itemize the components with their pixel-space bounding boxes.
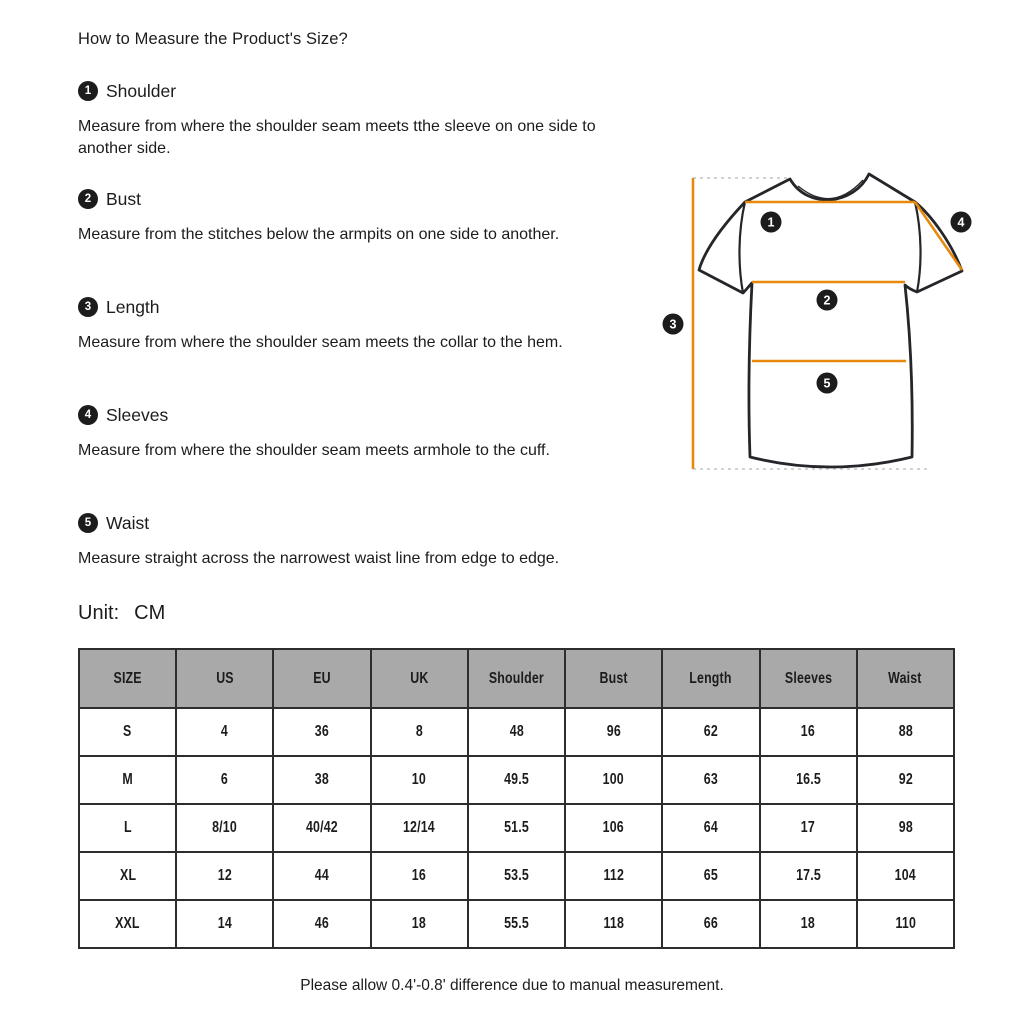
cell-value: 17.5 [795,867,821,884]
cell-value: 63 [703,771,718,788]
table-cell [273,804,370,852]
table-cell [468,900,565,948]
table-cell [662,900,759,948]
table-cell [760,852,857,900]
cell-value: 16.5 [795,771,821,788]
table-cell [468,804,565,852]
instruction-item-waist [78,512,608,570]
table-cell [565,708,662,756]
instruction-label: Bust [106,188,142,209]
cell-value: 88 [898,723,913,740]
cell-value: XL [119,867,136,884]
cell-value: 110 [895,915,916,932]
cell-value: 92 [898,771,913,788]
table-header-cell [273,649,370,708]
table-cell [857,756,954,804]
cell-value: 36 [314,723,330,740]
number-badge-3: 3 [78,297,98,317]
instruction-description: Measure from where the shoulder seam meets the collar to the hem. [78,334,563,351]
table-header-cell [760,649,857,708]
table-cell [857,708,954,756]
table-cell [273,756,370,804]
table-row-l [79,804,954,852]
cell-value: 106 [603,819,625,836]
diagram-marker-4 [951,212,972,233]
cell-value: 96 [606,723,621,740]
tshirt-measurement-diagram [640,160,1020,490]
unit-value: CM [134,602,166,624]
instruction-item-shoulder [78,80,608,160]
header-label: UK [410,669,429,687]
table-cell [857,852,954,900]
header-label: Shoulder [488,669,544,687]
table-header-cell [468,649,565,708]
size-table-header [79,649,954,708]
table-cell [371,708,468,756]
table-cell [565,804,662,852]
cell-value: 12/14 [403,819,436,836]
marker-number: 4 [957,215,965,230]
marker-number: 1 [767,215,775,230]
instruction-label: Length [106,296,160,317]
table-cell [79,756,176,804]
table-header-cell [79,649,176,708]
number-badge-2: 2 [78,189,98,209]
table-cell [468,756,565,804]
table-cell [565,900,662,948]
table-cell [371,804,468,852]
table-cell [468,852,565,900]
table-cell [662,804,759,852]
table-row-xl [79,852,954,900]
table-cell [857,804,954,852]
table-cell [857,900,954,948]
header-label: SIZE [113,669,142,687]
table-cell [468,708,565,756]
table-header-cell [176,649,273,708]
instruction-description: Measure straight across the narrowest waist line from edge to edge. [78,550,560,567]
diagram-marker-1 [761,212,782,233]
cell-value: 8 [415,723,423,740]
table-cell [662,708,759,756]
cell-value: 18 [801,915,816,932]
table-cell [273,852,370,900]
table-cell [760,708,857,756]
table-cell [565,756,662,804]
cell-value: 98 [898,819,913,836]
cell-value: 6 [221,771,229,788]
cell-value: 51.5 [504,819,529,836]
table-row-xxl [79,900,954,948]
table-cell [176,756,273,804]
instruction-item-bust [78,188,608,246]
instruction-label: Shoulder [106,80,177,101]
cell-value: 12 [217,867,232,884]
table-cell [760,804,857,852]
footer-note: Please allow 0.4'-0.8' difference due to manual measurement. [300,977,724,994]
instruction-item-sleeves [78,404,608,462]
cell-value: XXL [115,915,140,932]
cell-value: 18 [412,915,427,932]
cell-value: 112 [603,867,624,884]
cell-value: 64 [703,819,718,836]
number-badge-4: 4 [78,405,98,425]
cell-value: 66 [703,915,718,932]
cell-value: 44 [314,867,330,884]
diagram-marker-5 [817,373,838,394]
table-cell [371,900,468,948]
cell-value: 62 [703,723,718,740]
table-cell [371,852,468,900]
header-label: Length [689,669,733,687]
cell-value: 16 [412,867,427,884]
cell-value: 46 [314,915,330,932]
cell-value: 104 [894,867,916,884]
table-cell [273,900,370,948]
cell-value: 118 [603,915,624,932]
cell-value: 16 [801,723,816,740]
table-cell [79,852,176,900]
cell-value: M [122,771,133,788]
table-cell [176,708,273,756]
cell-value: 100 [603,771,625,788]
table-cell [176,900,273,948]
table-cell [371,756,468,804]
diagram-marker-3 [663,314,684,335]
marker-number: 2 [823,293,831,308]
cell-value: 48 [509,723,524,740]
instruction-label: Sleeves [106,404,169,425]
cell-value: 14 [217,915,232,932]
cell-value: 10 [412,771,427,788]
instruction-description: Measure from where the shoulder seam meets tthe sleeve on one side to another side. [78,118,596,157]
table-cell [565,852,662,900]
table-header-row [79,649,954,708]
table-cell [79,900,176,948]
header-label: Sleeves [784,669,832,687]
cell-value: 53.5 [504,867,529,884]
table-cell [176,804,273,852]
table-cell [79,708,176,756]
table-cell [273,708,370,756]
size-table-body [79,708,954,948]
header-label: Waist [888,669,923,687]
cell-value: 8/10 [212,819,238,836]
unit-label: Unit: [78,602,120,624]
cell-value: 4 [221,723,229,740]
unit-line [78,602,165,625]
instruction-description: Measure from where the shoulder seam meets armhole to the cuff. [78,442,550,459]
marker-number: 3 [669,317,677,332]
cell-value: 49.5 [504,771,529,788]
cell-value: 17 [801,819,816,836]
instruction-description: Measure from the stitches below the armpits on one side to another. [78,226,560,243]
header-label: EU [313,669,331,687]
header-label: Bust [599,669,628,687]
table-cell [176,852,273,900]
table-header-cell [371,649,468,708]
cell-value: 40/42 [306,819,338,836]
page-title: How to Measure the Product's Size? [78,30,348,48]
cell-value: S [123,723,132,740]
table-header-cell [662,649,759,708]
cell-value: 65 [703,867,718,884]
instruction-item-length [78,296,608,354]
table-cell [662,756,759,804]
size-table [78,648,955,949]
table-cell [79,804,176,852]
table-cell [760,900,857,948]
marker-number: 5 [823,376,831,391]
tshirt-outline [699,174,962,467]
table-cell [760,756,857,804]
instruction-label: Waist [106,512,150,533]
cell-value: L [123,819,132,836]
diagram-marker-2 [817,290,838,311]
table-header-cell [565,649,662,708]
cell-value: 55.5 [504,915,529,932]
header-label: US [216,669,234,687]
table-row-m [79,756,954,804]
table-header-cell [857,649,954,708]
number-badge-1: 1 [78,81,98,101]
table-row-s [79,708,954,756]
table-cell [662,852,759,900]
cell-value: 38 [314,771,330,788]
number-badge-5: 5 [78,513,98,533]
